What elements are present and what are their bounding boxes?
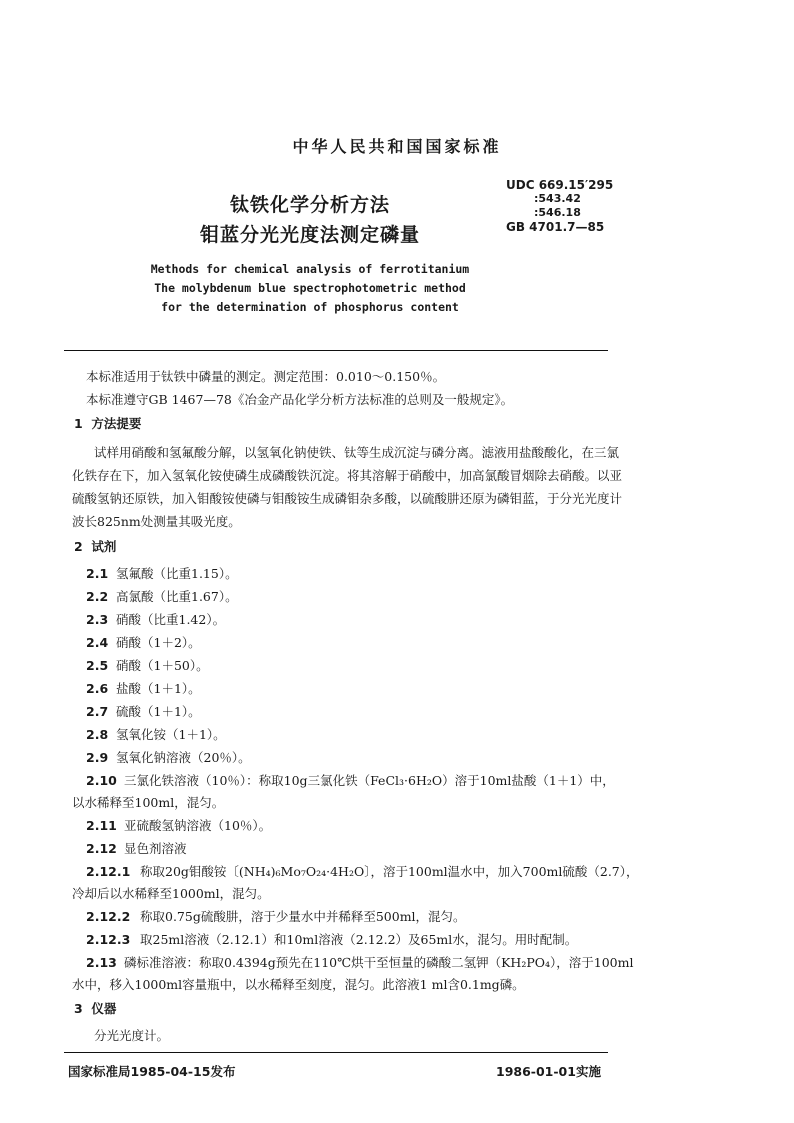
item-text: 硝酸（1＋2）。 xyxy=(116,635,201,650)
item-text: 取25ml溶液（2.12.1）和10ml溶液（2.12.2）及65ml水，混匀。用时配制。 xyxy=(140,932,578,947)
effective-date: 1986-01-01实施 xyxy=(496,1064,601,1079)
reagent-item xyxy=(86,679,201,697)
item-number: 2.13 xyxy=(86,955,117,970)
section-title: 仪器 xyxy=(91,1001,117,1016)
item-number: 2.6 xyxy=(86,681,109,696)
english-title-line2: The molybdenum blue spectrophotometric method xyxy=(154,281,466,295)
section-number: 2 xyxy=(74,539,83,554)
reagent-item xyxy=(86,725,226,743)
item-number: 2.5 xyxy=(86,658,109,673)
item-text: 称取20g钼酸铵〔(NH₄)₆Mo₇O₂₄·4H₂O〕，溶于100ml温水中，加入700ml硫酸（2.7）， xyxy=(140,864,639,879)
standard-header: 中华人民共和国国家标准 xyxy=(292,137,502,156)
item-text: 称取0.75g硫酸肼，溶于少量水中并稀释至500ml，混匀。 xyxy=(140,909,466,924)
footer-divider xyxy=(64,1052,608,1053)
item-number: 2.2 xyxy=(86,589,109,604)
scope-paragraph: 本标准适用于钛铁中磷量的测定。测定范围：0.010～0.150％。 xyxy=(86,369,446,384)
item-text: 三氯化铁溶液（10％）：称取10g三氯化铁（FeCl₃·6H₂O）溶于10ml盐酸（1＋1）中， xyxy=(124,773,615,788)
reagent-item xyxy=(86,907,466,925)
item-text: 氢氟酸（比重1.15）。 xyxy=(116,566,238,581)
item-text: 显色剂溶液 xyxy=(124,841,187,856)
item-text: 硫酸（1＋1）。 xyxy=(116,704,201,719)
item-continuation: 冷却后以水稀释至1000ml，混匀。 xyxy=(72,886,270,901)
item-text: 磷标准溶液：称取0.4394g预先在110℃烘干至恒量的磷酸二氢钾（KH₂PO₄），溶于100ml xyxy=(124,955,634,970)
item-text: 氢氧化钠溶液（20％）。 xyxy=(116,750,251,765)
reagent-item xyxy=(86,930,577,948)
item-number: 2.12.2 xyxy=(86,909,131,924)
section-2-heading xyxy=(74,537,116,555)
reagent-item xyxy=(86,839,187,857)
reagent-item xyxy=(86,702,201,720)
item-text: 硝酸（比重1.42）。 xyxy=(116,612,226,627)
document-title-line1: 钛铁化学分析方法 xyxy=(229,194,390,216)
item-number: 2.3 xyxy=(86,612,109,627)
reagent-item xyxy=(86,656,209,674)
item-number: 2.12.1 xyxy=(86,864,131,879)
item-text: 亚硫酸氢钠溶液（10％）。 xyxy=(124,818,272,833)
reagent-item xyxy=(86,587,238,605)
item-text: 氢氧化铵（1＋1）。 xyxy=(116,727,226,742)
item-number: 2.11 xyxy=(86,818,117,833)
udc-code-line3: :546.18 xyxy=(534,206,581,219)
method-line: 波长825nm处测量其吸光度。 xyxy=(72,514,241,529)
udc-code: UDC 669.15′295 xyxy=(506,178,614,192)
english-title-line1: Methods for chemical analysis of ferrotitanium xyxy=(150,262,470,276)
reagent-item xyxy=(86,816,271,834)
section-1-heading xyxy=(74,414,141,432)
item-number: 2.12.3 xyxy=(86,932,131,947)
section-3-heading xyxy=(74,999,116,1017)
item-text: 盐酸（1＋1）。 xyxy=(116,681,201,696)
reagent-item xyxy=(86,862,639,880)
item-continuation: 水中，移入1000ml容量瓶中，以水稀释至刻度，混匀。此溶液1 ml含0.1mg磷。 xyxy=(72,977,525,992)
reagent-item xyxy=(86,953,633,971)
gb-number: GB 4701.7—85 xyxy=(506,220,605,234)
item-number: 2.10 xyxy=(86,773,117,788)
section-title: 试剂 xyxy=(91,539,117,554)
reagent-item xyxy=(86,610,225,628)
item-number: 2.1 xyxy=(86,566,109,581)
item-number: 2.7 xyxy=(86,704,109,719)
udc-code-line2: :543.42 xyxy=(534,192,581,205)
header-divider xyxy=(64,350,608,351)
reagent-item xyxy=(86,748,251,766)
item-number: 2.12 xyxy=(86,841,117,856)
section-number: 1 xyxy=(74,416,83,431)
instrument-text: 分光光度计。 xyxy=(94,1028,170,1043)
item-number: 2.9 xyxy=(86,750,109,765)
item-text: 硝酸（1＋50）。 xyxy=(116,658,209,673)
item-number: 2.4 xyxy=(86,635,109,650)
method-line: 硫酸氢钠还原铁，加入钼酸铵使磷与钼酸铵生成磷钼杂多酸，以硫酸肼还原为磷钼蓝，于分光光度计 xyxy=(72,491,623,506)
item-text: 高氯酸（比重1.67）。 xyxy=(116,589,238,604)
english-title-line3: for the determination of phosphorus content xyxy=(161,300,459,314)
item-number: 2.8 xyxy=(86,727,109,742)
method-line: 试样用硝酸和氢氟酸分解，以氢氧化钠使铁、钛等生成沉淀与磷分离。滤液用盐酸酸化，在三氯 xyxy=(94,445,620,460)
section-title: 方法提要 xyxy=(91,416,142,431)
reagent-item xyxy=(86,564,238,582)
section-number: 3 xyxy=(74,1001,83,1016)
document-title-line2: 钼蓝分光光度法测定磷量 xyxy=(199,224,420,246)
reagent-item xyxy=(86,771,615,789)
item-continuation: 以水稀释至100ml，混匀。 xyxy=(72,795,225,810)
reagent-item xyxy=(86,633,201,651)
method-line: 化铁存在下，加入氢氧化铵使磷生成磷酸铁沉淀。将其溶解于硝酸中，加高氯酸冒烟除去硝酸。以亚 xyxy=(72,468,623,483)
compliance-paragraph: 本标准遵守GB 1467—78《冶金产品化学分析方法标准的总则及一般规定》。 xyxy=(86,392,514,407)
issue-date: 国家标准局1985-04-15发布 xyxy=(68,1064,236,1079)
